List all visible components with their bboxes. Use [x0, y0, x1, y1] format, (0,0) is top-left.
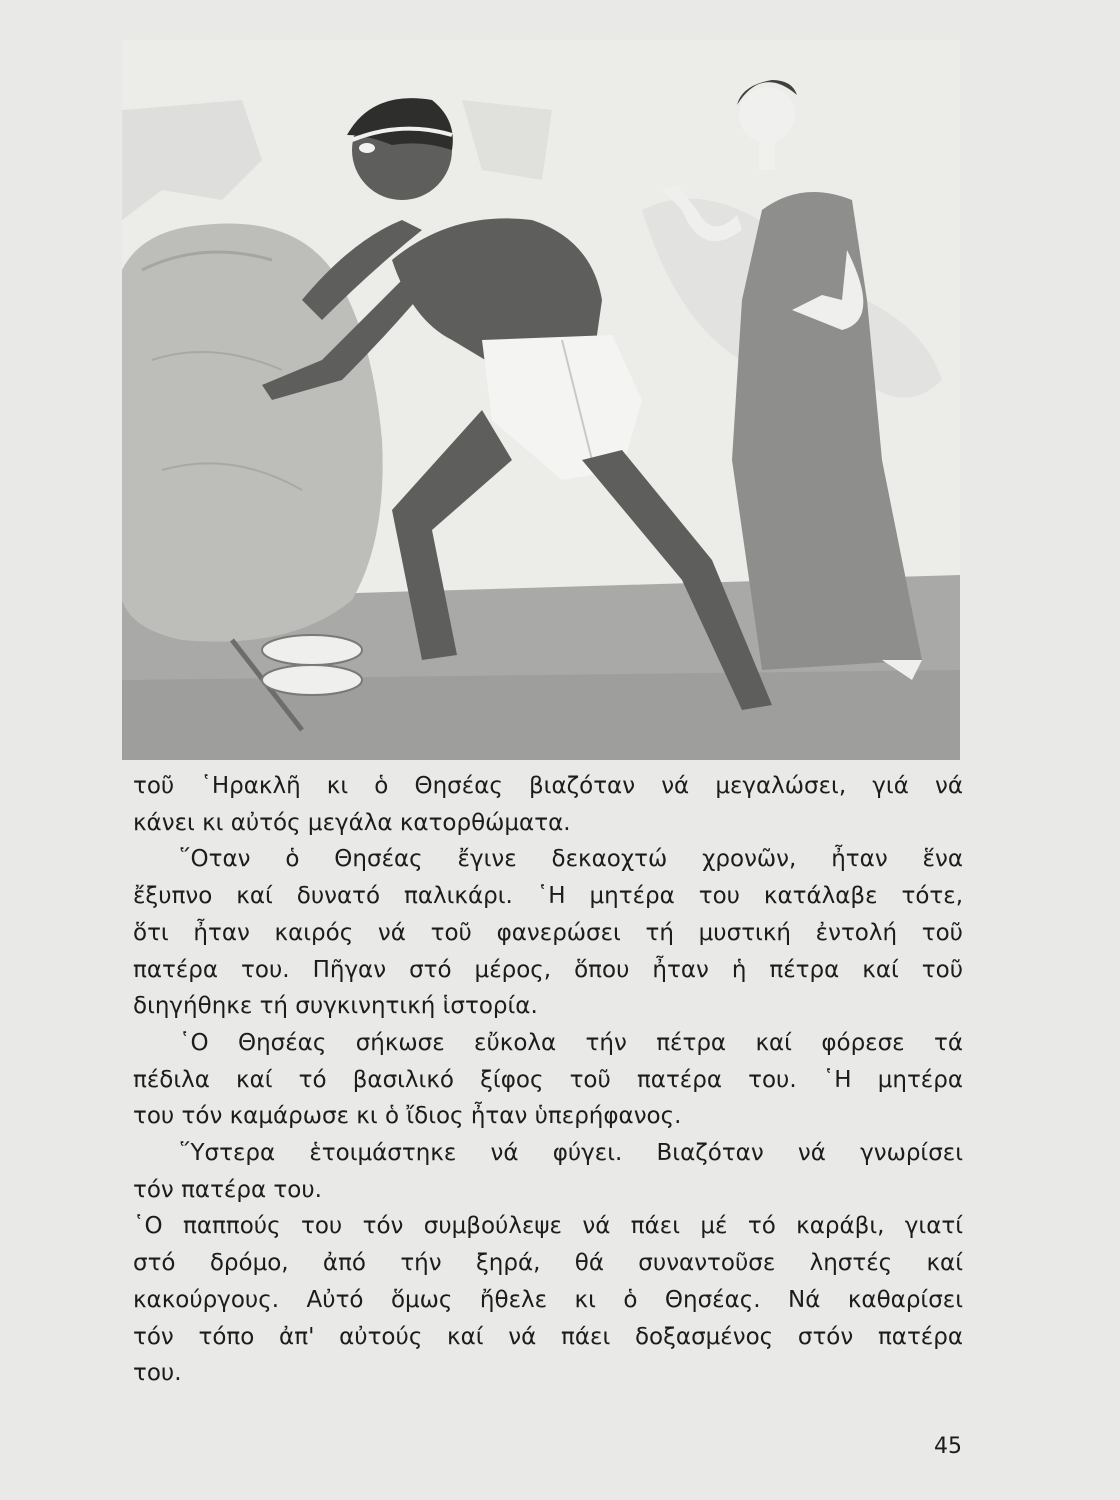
- text-line: τόν πατέρα του.: [133, 1176, 322, 1203]
- text-line: ῾Ο Θησέας σήκωσε εὔκολα τήν πέτρα καί φόρεσε τά: [179, 1029, 963, 1056]
- body-text: [133, 768, 963, 1392]
- text-line: του.: [133, 1360, 182, 1387]
- text-line: του τόν καμάρωσε κι ὁ ἴδιος ἦταν ὑπερήφανος.: [133, 1103, 682, 1130]
- page-number: 45: [934, 1434, 962, 1459]
- text-line: τόν τόπο ἀπ' αὐτούς καί νά πάει δοξασμένος στόν πατέρα: [133, 1323, 963, 1350]
- text-line: πέδιλα καί τό βασιλικό ξίφος τοῦ πατέρα του. ῾Η μητέρα: [133, 1066, 963, 1093]
- text-line: ὅτι ἦταν καιρός νά τοῦ φανερώσει τή μυστική ἐντολή τοῦ: [133, 919, 963, 946]
- text-line: τοῦ ῾Ηρακλῆ κι ὁ Θησέας βιαζόταν νά μεγαλώσει, γιά νά: [133, 773, 963, 799]
- text-line: ἔξυπνο καί δυνατό παλικάρι. ῾Η μητέρα του κατάλαβε τότε,: [133, 883, 963, 910]
- text-line: στό δρόμο, ἀπό τήν ξηρά, θά συναντοῦσε ληστές καί: [133, 1250, 963, 1277]
- theseus-lifting-rock-icon: [122, 40, 960, 760]
- text-line: κάνει κι αὐτός μεγάλα κατορθώματα.: [133, 809, 571, 836]
- text-line: ῞Οταν ὁ Θησέας ἔγινε δεκαοχτώ χρονῶν, ἦταν ἕνα: [179, 846, 963, 873]
- illustration: [122, 40, 960, 760]
- text-line: διηγήθηκε τή συγκινητική ἱστορία.: [133, 993, 538, 1020]
- text-line: κακούργους. Αὐτό ὅμως ἤθελε κι ὁ Θησέας. Νά καθαρίσει: [133, 1286, 963, 1313]
- text-line: πατέρα του. Πῆγαν στό μέρος, ὅπου ἦταν ἡ πέτρα καί τοῦ: [133, 956, 963, 983]
- text-line: ῾Ο παππούς του τόν συμβούλεψε νά πάει μέ τό καράβι, γιατί: [133, 1213, 963, 1240]
- text-line: ῞Υστερα ἑτοιμάστηκε νά φύγει. Βιαζόταν νά γνωρίσει: [179, 1140, 963, 1167]
